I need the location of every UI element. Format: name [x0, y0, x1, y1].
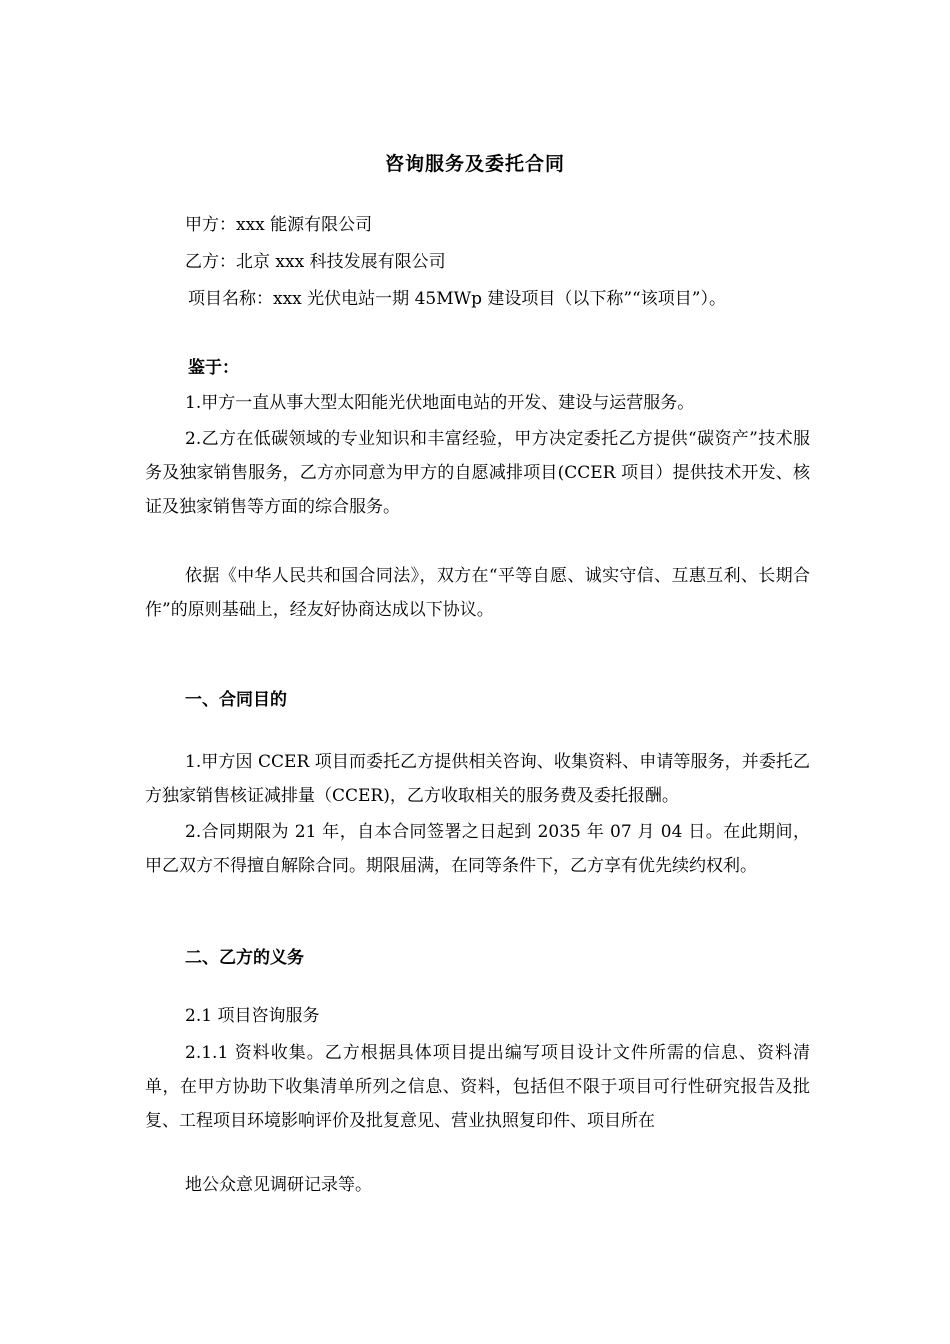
section-2-1-1: 2.1.1 资料收集。乙方根据具体项目提出编写项目设计文件所需的信息、资料清单，在甲方协助下收集清单所列之信息、资料，包括但不限于项目可行性研究报告及批复、工程项目环境影响评价及批复意见、营业执照复印件、项目所在	[145, 1043, 810, 1131]
section-2-1-1-continued: 地公众意见调研记录等。	[185, 1175, 372, 1195]
section-2-heading: 二、乙方的义务	[185, 948, 304, 968]
section-1-heading: 一、合同目的	[185, 690, 287, 710]
document-title: 咨询服务及委托合同	[384, 153, 565, 175]
party-b: 乙方：北京 xxx 科技发展有限公司	[185, 252, 446, 272]
section-1-item-1: 1.甲方因 CCER 项目而委托乙方提供相关咨询、收集资料、申请等服务，并委托乙方独家销售核证减排量（CCER)，乙方收取相关的服务费及委托报酬。	[145, 752, 810, 806]
section-2-1-heading: 2.1 项目咨询服务	[185, 1006, 320, 1026]
project-name: 项目名称：xxx 光伏电站一期 45MWp 建设项目（以下称”“该项目”）。	[188, 289, 726, 309]
section-1-item-2: 2.合同期限为 21 年，自本合同签署之日起到 2035 年 07 月 04 日。在此期间，甲乙双方不得擅自解除合同。期限届满，在同等条件下，乙方享有优先续约权利。	[145, 822, 810, 876]
contract-basis: 依据《中华人民共和国合同法》，双方在“平等自愿、诚实守信、互惠互利、长期合作”的原则基础上，经友好协商达成以下协议。	[145, 566, 810, 620]
party-a: 甲方：xxx 能源有限公司	[185, 215, 373, 235]
whereas-item-2: 2.乙方在低碳领域的专业知识和丰富经验，甲方决定委托乙方提供“碳资产”技术服务及独家销售服务，乙方亦同意为甲方的自愿减排项目(CCER 项目）提供技术开发、核证及独家销售等方面的综合服务。	[145, 429, 810, 517]
whereas-heading: 鉴于：	[188, 358, 239, 378]
whereas-item-1: 1.甲方一直从事大型太阳能光伏地面电站的开发、建设与运营服务。	[185, 393, 695, 413]
